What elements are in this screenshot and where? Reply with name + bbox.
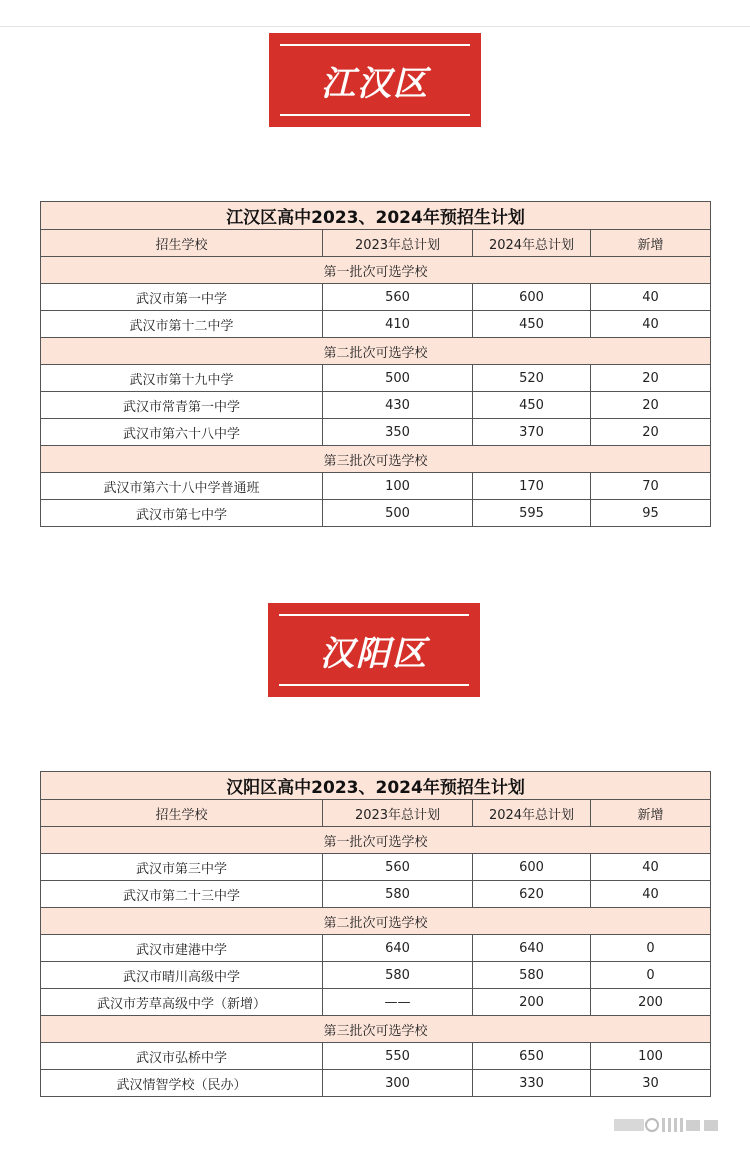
table-row [41, 962, 711, 989]
cell-school: 武汉市第六十八中学 [41, 419, 323, 446]
batch-label: 第一批次可选学校 [41, 257, 711, 284]
batch-label: 第二批次可选学校 [41, 338, 711, 365]
col-header-increase: 新增 [591, 230, 711, 257]
table-row [41, 365, 711, 392]
cell-increase: 20 [591, 392, 711, 419]
banner-bottom-line [279, 684, 469, 686]
cell-school: 武汉市第七中学 [41, 500, 323, 527]
plan-table-hanyang [40, 771, 711, 1097]
cell-2023: 580 [323, 962, 473, 989]
table-row [41, 1070, 711, 1097]
cell-increase: 0 [591, 962, 711, 989]
cell-2024: 520 [473, 365, 591, 392]
table-row [41, 473, 711, 500]
cell-2024: 650 [473, 1043, 591, 1070]
top-divider [0, 26, 750, 27]
cell-2023: 550 [323, 1043, 473, 1070]
cell-2023: 350 [323, 419, 473, 446]
cell-2024: 450 [473, 311, 591, 338]
cell-school: 武汉市第一中学 [41, 284, 323, 311]
cell-increase: 40 [591, 854, 711, 881]
table-row [41, 935, 711, 962]
cell-school: 武汉市第三中学 [41, 854, 323, 881]
batch-label: 第三批次可选学校 [41, 1016, 711, 1043]
table-row [41, 392, 711, 419]
cell-school: 武汉市第二十三中学 [41, 881, 323, 908]
col-header-increase: 新增 [591, 800, 711, 827]
cell-2024: 640 [473, 935, 591, 962]
col-header-2024: 2024年总计划 [473, 230, 591, 257]
cell-2024: 595 [473, 500, 591, 527]
district-title: 江汉区 [321, 63, 429, 104]
cell-2023: 560 [323, 284, 473, 311]
cell-school: 武汉市晴川高级中学 [41, 962, 323, 989]
cell-increase: 40 [591, 284, 711, 311]
cell-2024: 330 [473, 1070, 591, 1097]
cell-2023: 100 [323, 473, 473, 500]
cell-increase: 0 [591, 935, 711, 962]
col-header-2024: 2024年总计划 [473, 800, 591, 827]
cell-2024: 450 [473, 392, 591, 419]
cell-2024: 600 [473, 284, 591, 311]
plan-table-jianghan [40, 201, 711, 527]
cell-school: 武汉市弘桥中学 [41, 1043, 323, 1070]
watermark-icon [614, 1115, 726, 1135]
cell-increase: 40 [591, 311, 711, 338]
col-header-2023: 2023年总计划 [323, 230, 473, 257]
cell-school: 武汉市第十九中学 [41, 365, 323, 392]
cell-2024: 170 [473, 473, 591, 500]
table-row [41, 500, 711, 527]
cell-2023: 560 [323, 854, 473, 881]
batch-label: 第二批次可选学校 [41, 908, 711, 935]
cell-2024: 580 [473, 962, 591, 989]
cell-school: 武汉市常青第一中学 [41, 392, 323, 419]
table-row [41, 419, 711, 446]
col-header-2023: 2023年总计划 [323, 800, 473, 827]
cell-2023: 500 [323, 500, 473, 527]
cell-2023: 430 [323, 392, 473, 419]
cell-increase: 100 [591, 1043, 711, 1070]
table-row [41, 311, 711, 338]
cell-2024: 620 [473, 881, 591, 908]
cell-2024: 600 [473, 854, 591, 881]
cell-2023: 410 [323, 311, 473, 338]
table-row [41, 1043, 711, 1070]
cell-school: 武汉市建港中学 [41, 935, 323, 962]
cell-increase: 95 [591, 500, 711, 527]
cell-school: 武汉情智学校（民办） [41, 1070, 323, 1097]
cell-2024: 200 [473, 989, 591, 1016]
banner-bottom-line [280, 114, 470, 116]
batch-label: 第一批次可选学校 [41, 827, 711, 854]
cell-increase: 40 [591, 881, 711, 908]
district-banner-hanyang [268, 603, 480, 697]
cell-increase: 20 [591, 365, 711, 392]
col-header-school: 招生学校 [41, 230, 323, 257]
cell-school: 武汉市芳草高级中学（新增） [41, 989, 323, 1016]
table-title: 汉阳区高中2023、2024年预招生计划 [41, 772, 711, 800]
table-row [41, 881, 711, 908]
cell-2023: 580 [323, 881, 473, 908]
cell-2023: —— [323, 989, 473, 1016]
cell-2023: 500 [323, 365, 473, 392]
batch-label: 第三批次可选学校 [41, 446, 711, 473]
cell-increase: 200 [591, 989, 711, 1016]
cell-2024: 370 [473, 419, 591, 446]
table-title: 江汉区高中2023、2024年预招生计划 [41, 202, 711, 230]
cell-increase: 70 [591, 473, 711, 500]
table-row [41, 989, 711, 1016]
cell-2023: 640 [323, 935, 473, 962]
cell-school: 武汉市第十二中学 [41, 311, 323, 338]
table-row [41, 854, 711, 881]
cell-2023: 300 [323, 1070, 473, 1097]
district-banner-jianghan [269, 33, 481, 127]
table-row [41, 284, 711, 311]
district-title: 汉阳区 [320, 633, 428, 674]
col-header-school: 招生学校 [41, 800, 323, 827]
cell-school: 武汉市第六十八中学普通班 [41, 473, 323, 500]
cell-increase: 30 [591, 1070, 711, 1097]
cell-increase: 20 [591, 419, 711, 446]
